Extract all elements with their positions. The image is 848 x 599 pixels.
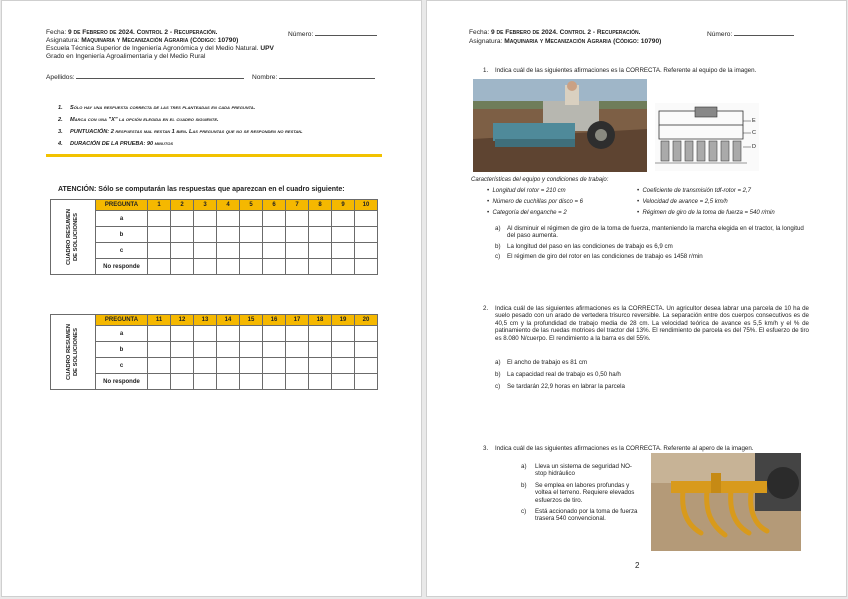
- fecha-value: 9 de Febrero de 2024. Control 2 - Recuperación.: [491, 29, 641, 36]
- answer-cell[interactable]: [171, 211, 194, 227]
- row-label: c: [96, 243, 148, 259]
- table-row: [51, 211, 378, 227]
- answer-option[interactable]: a) El ancho de trabajo es 81 cm: [495, 359, 588, 366]
- row-label: No responde: [96, 374, 148, 390]
- question-text: Indica cuál de las siguientes afirmaciones es la CORRECTA. Referente al equipo de la imagen.: [495, 67, 757, 74]
- answer-cell[interactable]: [240, 358, 263, 374]
- answer-cell[interactable]: [309, 243, 332, 259]
- question-number: 9: [332, 200, 355, 211]
- list-item: • Régimen de giro de la toma de fuerza = 540 r/min: [637, 210, 775, 216]
- fecha-label: Fecha:: [469, 29, 490, 36]
- table-row: [51, 374, 378, 390]
- answer-cell[interactable]: [217, 374, 240, 390]
- answer-cell[interactable]: [355, 326, 378, 342]
- atencion-text: ATENCIÓN: Sólo se computarán las respuestas que aparezcan en el cuadro siguiente:: [58, 186, 345, 193]
- answer-cell[interactable]: [194, 211, 217, 227]
- apellidos-blank[interactable]: [76, 72, 244, 79]
- answer-option[interactable]: c) El régimen de giro del rotor en las condiciones de trabajo es 1458 r/min: [495, 253, 703, 261]
- table-side-label: CUADRO RESUMEN DE SOLUCIONES: [51, 200, 96, 275]
- answer-cell[interactable]: [309, 374, 332, 390]
- answer-cell[interactable]: [148, 342, 171, 358]
- answer-cell[interactable]: [286, 259, 309, 275]
- answer-cell[interactable]: [148, 374, 171, 390]
- answer-cell[interactable]: [286, 374, 309, 390]
- yellow-divider: [46, 154, 382, 157]
- asignatura-value: Maquinaria y Mecanización Agraria (Código: 10790): [81, 37, 239, 44]
- answer-cell[interactable]: [194, 358, 217, 374]
- numero-field: [707, 29, 794, 39]
- q2-options: [495, 359, 795, 395]
- answer-cell[interactable]: [240, 211, 263, 227]
- question-number: 4: [217, 200, 240, 211]
- question-number: 10: [355, 200, 378, 211]
- numero-blank[interactable]: [315, 29, 377, 36]
- answer-cell[interactable]: [148, 211, 171, 227]
- escuela-line: [46, 45, 274, 53]
- q3-options: [521, 463, 639, 523]
- answer-cell[interactable]: [263, 243, 286, 259]
- answer-cell[interactable]: [171, 374, 194, 390]
- question-2: [483, 305, 809, 342]
- nombre-label: Nombre:: [252, 74, 278, 81]
- table-header-pregunta: PREGUNTA: [96, 200, 148, 211]
- question-number: 19: [332, 315, 355, 326]
- question-number: 17: [286, 315, 309, 326]
- list-item: • Coeficiente de transmisión tdf-rotor = 2,7: [637, 188, 751, 194]
- answer-cell[interactable]: [332, 227, 355, 243]
- answer-cell[interactable]: [194, 326, 217, 342]
- answer-option[interactable]: a) Lleva un sistema de seguridad NO-stop hidráulico: [521, 463, 632, 478]
- diagram-label-d: D: [752, 144, 756, 150]
- asignatura-value: Maquinaria y Mecanización Agraria (Código: 10790): [504, 38, 662, 45]
- question-1: [483, 67, 756, 74]
- question-3: [483, 445, 754, 452]
- answer-cell[interactable]: [217, 259, 240, 275]
- answer-option[interactable]: c) Está accionado por la toma de fuerza trasera 540 convencional.: [521, 508, 638, 523]
- answer-cell[interactable]: [263, 259, 286, 275]
- answer-cell[interactable]: [355, 243, 378, 259]
- answer-cell[interactable]: [355, 342, 378, 358]
- answer-table-1: [50, 199, 378, 275]
- answer-cell[interactable]: [309, 211, 332, 227]
- rotavator-photo: [473, 79, 647, 172]
- asignatura-label: Asignatura:: [469, 38, 503, 45]
- answer-cell[interactable]: [171, 342, 194, 358]
- answer-cell[interactable]: [217, 358, 240, 374]
- question-number: 1: [148, 200, 171, 211]
- answer-cell[interactable]: [240, 227, 263, 243]
- rotavator-diagram: [655, 103, 759, 171]
- answer-cell[interactable]: [194, 374, 217, 390]
- question-number: 16: [263, 315, 286, 326]
- instruction-item: 4. DURACIÓN DE LA PRUEBA: 90 minutos: [58, 141, 174, 147]
- row-label: b: [96, 227, 148, 243]
- asignatura-line: [46, 37, 238, 45]
- answer-cell[interactable]: [332, 211, 355, 227]
- diagram-label-c: C: [752, 130, 756, 136]
- exam-page-2: [426, 0, 847, 597]
- asignatura-line: [469, 38, 661, 46]
- list-item: • Longitud del rotor = 210 cm: [487, 188, 566, 194]
- answer-cell[interactable]: [332, 374, 355, 390]
- table-row: [51, 358, 378, 374]
- answer-cell[interactable]: [240, 243, 263, 259]
- answer-cell[interactable]: [240, 326, 263, 342]
- upv-text: UPV: [260, 45, 274, 52]
- grado-text: Grado en Ingeniería Agroalimentaria y del Medio Rural: [46, 53, 206, 60]
- table-row: [51, 243, 378, 259]
- answer-cell[interactable]: [286, 326, 309, 342]
- answer-cell[interactable]: [332, 358, 355, 374]
- answer-cell[interactable]: [332, 243, 355, 259]
- list-item: • Velocidad de avance = 2,5 km/h: [637, 199, 728, 205]
- answer-cell[interactable]: [263, 326, 286, 342]
- answer-cell[interactable]: [148, 326, 171, 342]
- table-row: [51, 342, 378, 358]
- question-number: 7: [286, 200, 309, 211]
- answer-cell[interactable]: [263, 211, 286, 227]
- answer-cell[interactable]: [332, 342, 355, 358]
- subsoiler-photo-icon: [651, 453, 801, 551]
- table-row: [51, 259, 378, 275]
- answer-cell[interactable]: [171, 358, 194, 374]
- escuela-text: Escuela Técnica Superior de Ingeniería Agronómica y del Medio Natural.: [46, 45, 259, 52]
- answer-option[interactable]: c) Se tardarán 22,9 horas en labrar la parcela: [495, 383, 625, 390]
- diagram-label-e: E: [752, 118, 756, 124]
- subsoiler-photo: [651, 453, 801, 551]
- answer-cell[interactable]: [332, 259, 355, 275]
- answer-table-2: [50, 314, 378, 390]
- answer-cell[interactable]: [171, 243, 194, 259]
- fecha-line: [469, 29, 640, 37]
- question-number: 12: [171, 315, 194, 326]
- rotavator-photo-icon: [473, 79, 647, 172]
- answer-cell[interactable]: [286, 358, 309, 374]
- fecha-label: Fecha:: [46, 29, 67, 36]
- numero-label: Número:: [707, 31, 733, 38]
- question-text: Indica cuál de las siguientes afirmaciones es la CORRECTA. Referente al apero de la imagen.: [495, 445, 754, 452]
- question-number: 11: [148, 315, 171, 326]
- row-label: b: [96, 342, 148, 358]
- answer-cell[interactable]: [263, 374, 286, 390]
- instruction-item: 2. Marca con una "X" la opción elegida en el cuadro siguiente.: [58, 117, 219, 123]
- answer-cell[interactable]: [217, 243, 240, 259]
- answer-cell[interactable]: [240, 342, 263, 358]
- answer-cell[interactable]: [194, 227, 217, 243]
- answer-cell[interactable]: [194, 243, 217, 259]
- apellidos-field: [46, 72, 244, 82]
- nombre-blank[interactable]: [279, 72, 375, 79]
- answer-cell[interactable]: [286, 227, 309, 243]
- instruction-item: 3. PUNTUACIÓN: 2 respuestas mal restan 1 bien. Las preguntas que no se responden no restan.: [58, 129, 303, 135]
- q1-options: [495, 225, 813, 261]
- answer-cell[interactable]: [309, 326, 332, 342]
- rotavator-diagram-icon: [655, 103, 759, 171]
- row-label: a: [96, 326, 148, 342]
- answer-cell[interactable]: [355, 374, 378, 390]
- answer-cell[interactable]: [332, 326, 355, 342]
- fecha-value: 9 de Febrero de 2024. Control 2 - Recuperación.: [68, 29, 218, 36]
- question-number: 3: [194, 200, 217, 211]
- list-item: • Número de cuchillas por disco = 6: [487, 199, 583, 205]
- answer-cell[interactable]: [217, 211, 240, 227]
- instruction-item: 1. Sólo hay una respuesta correcta de las tres planteadas en cada pregunta.: [58, 105, 256, 111]
- instruction-list: [58, 105, 303, 153]
- question-number: 18: [309, 315, 332, 326]
- answer-cell[interactable]: [309, 227, 332, 243]
- question-number: 14: [217, 315, 240, 326]
- answer-cell[interactable]: [148, 243, 171, 259]
- question-number: 20: [355, 315, 378, 326]
- table-side-label: CUADRO RESUMEN DE SOLUCIONES: [51, 315, 96, 390]
- answer-cell[interactable]: [355, 211, 378, 227]
- table-row: [51, 227, 378, 243]
- question-number: 5: [240, 200, 263, 211]
- caracteristicas-title: Características del equipo y condiciones de trabajo:: [471, 177, 609, 183]
- answer-cell[interactable]: [286, 211, 309, 227]
- answer-cell[interactable]: [355, 259, 378, 275]
- answer-cell[interactable]: [148, 358, 171, 374]
- answer-cell[interactable]: [217, 227, 240, 243]
- answer-cell[interactable]: [263, 342, 286, 358]
- answer-cell[interactable]: [148, 227, 171, 243]
- exam-page-1: [1, 0, 422, 597]
- question-number: 1.: [483, 67, 489, 74]
- row-label: a: [96, 211, 148, 227]
- row-label: No responde: [96, 259, 148, 275]
- answer-cell[interactable]: [309, 342, 332, 358]
- answer-cell[interactable]: [309, 259, 332, 275]
- apellidos-label: Apellidos:: [46, 74, 75, 81]
- table-row: [51, 326, 378, 342]
- answer-option[interactable]: b) Se emplea en labores profundas y voltea el terreno. Requiere elevados esfuerzos de tiro.: [521, 481, 635, 504]
- answer-cell[interactable]: [217, 342, 240, 358]
- answer-option[interactable]: b) La longitud del paso en las condiciones de trabajo es 6,9 cm: [495, 242, 673, 250]
- asignatura-label: Asignatura:: [46, 37, 80, 44]
- table-header-pregunta: PREGUNTA: [96, 315, 148, 326]
- question-number: 6: [263, 200, 286, 211]
- question-number: 2.: [483, 305, 489, 312]
- question-number: 2: [171, 200, 194, 211]
- answer-cell[interactable]: [194, 259, 217, 275]
- question-number: 8: [309, 200, 332, 211]
- page-number: 2: [635, 561, 640, 570]
- answer-cell[interactable]: [217, 326, 240, 342]
- answer-cell[interactable]: [148, 259, 171, 275]
- answer-cell[interactable]: [309, 358, 332, 374]
- bullets-left: [487, 188, 583, 221]
- question-number: 3.: [483, 445, 489, 452]
- list-item: • Categoría del enganche = 2: [487, 210, 567, 216]
- answer-cell[interactable]: [171, 259, 194, 275]
- question-number: 15: [240, 315, 263, 326]
- answer-cell[interactable]: [355, 358, 378, 374]
- nombre-field: [252, 72, 375, 82]
- answer-cell[interactable]: [240, 374, 263, 390]
- answer-cell[interactable]: [355, 227, 378, 243]
- answer-option[interactable]: b) La capacidad real de trabajo es 0,50 ha/h: [495, 371, 621, 378]
- numero-field: [288, 29, 377, 39]
- answer-option[interactable]: a) Al disminuir el régimen de giro de la toma de fuerza, manteniendo la marcha elegida en el tractor, la longitud del paso aumenta.: [495, 225, 804, 240]
- answer-cell[interactable]: [263, 358, 286, 374]
- question-text: Indica cuál de las siguientes afirmaciones es la CORRECTA. Un agricultor desea labrar una parcela de 10 ha de suelo pesado con un arado de vertedera trisurco reversible. La separación entre dos cuerpos consecutivos es de 40,5 cm y la profundidad de trabajo media de 28 cm. La velocidad teórica de avance es 5,5 km/h y el % de patinamiento de las ruedas motrices del tractor del 13%. El rendimiento de parcela es del 75%. El esfuerzo de tiro es 8.080 N/cuerpo. El rendimiento a la barra es del 55%.: [495, 305, 809, 342]
- answer-cell[interactable]: [263, 227, 286, 243]
- numero-label: Número:: [288, 31, 314, 38]
- bullets-right: [637, 188, 775, 221]
- answer-cell[interactable]: [194, 342, 217, 358]
- numero-blank[interactable]: [734, 29, 794, 36]
- answer-cell[interactable]: [240, 259, 263, 275]
- answer-cell[interactable]: [171, 326, 194, 342]
- fecha-line: [46, 29, 217, 37]
- answer-cell[interactable]: [286, 243, 309, 259]
- question-number: 13: [194, 315, 217, 326]
- answer-cell[interactable]: [171, 227, 194, 243]
- answer-cell[interactable]: [286, 342, 309, 358]
- row-label: c: [96, 358, 148, 374]
